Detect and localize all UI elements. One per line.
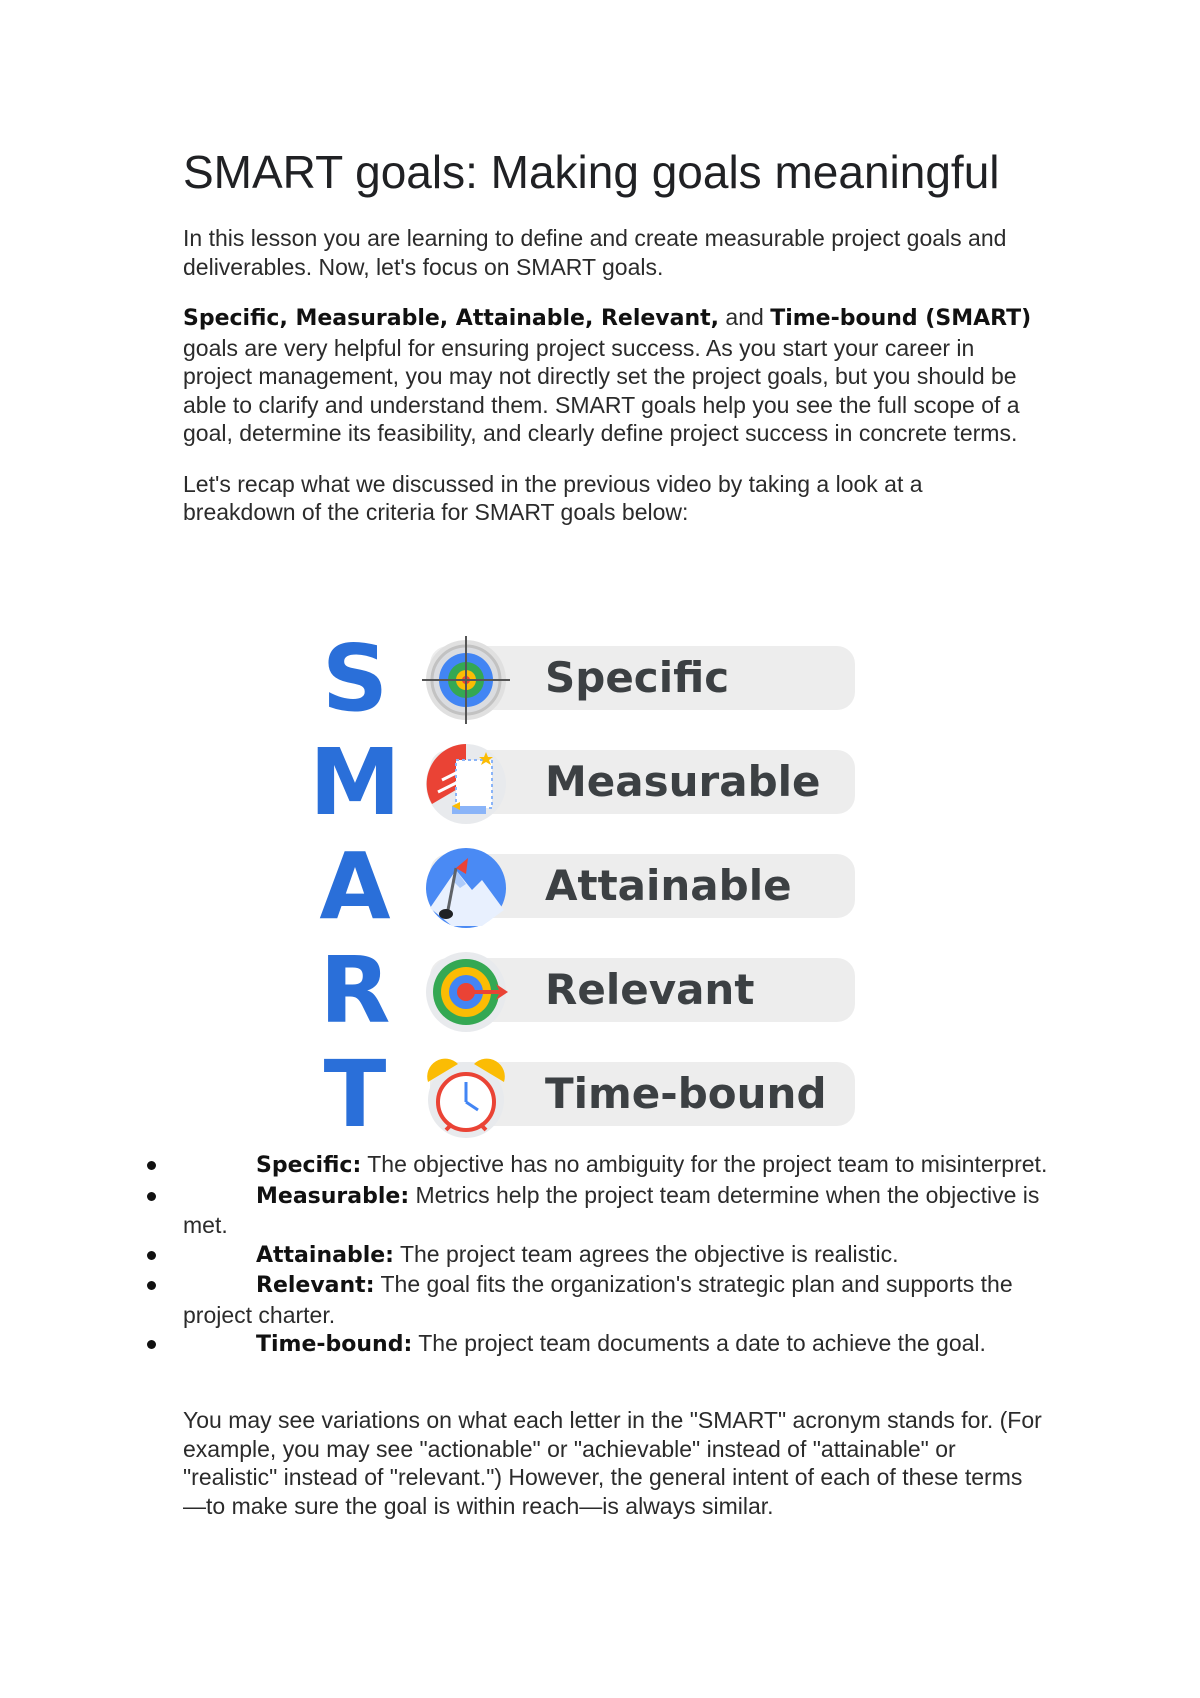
criteria-list (183, 1150, 1053, 1360)
smart-row-time-bound (300, 1041, 880, 1148)
label-time-bound: Time-bound (545, 1069, 827, 1118)
smart-definition-paragraph (183, 303, 1033, 448)
criterion-text: Metrics help the project team determine when the objective is met. (183, 1181, 1040, 1238)
smart-letter: R (319, 937, 391, 1044)
smart-letter: S (321, 625, 389, 732)
smart-row-specific (300, 625, 880, 732)
and-text: and (719, 304, 771, 330)
list-item (183, 1240, 1053, 1271)
smart-row-measurable (300, 729, 880, 836)
list-item (183, 1329, 1053, 1360)
chart-clipboard-icon (422, 740, 510, 828)
criterion-term: Attainable: (256, 1242, 394, 1268)
alarm-clock-icon (422, 1052, 510, 1140)
bullet-icon (147, 1281, 156, 1290)
list-item (183, 1270, 1053, 1329)
mountain-flag-icon (422, 844, 510, 932)
label-relevant: Relevant (545, 965, 755, 1014)
criterion-term: Time-bound: (256, 1332, 413, 1357)
intro-paragraph: In this lesson you are learning to define and create measurable project goals and deliverables. Now, let's focus on SMART goals. (183, 225, 1007, 280)
time-bound-term: Time-bound (SMART) (770, 306, 1032, 331)
smart-terms: Specific, Measurable, Attainable, Relevant, (183, 306, 720, 331)
document-body (183, 145, 1033, 549)
criterion-text: The project team agrees the objective is realistic. (393, 1240, 899, 1267)
list-item (183, 1150, 1053, 1181)
recap-paragraph: Let's recap what we discussed in the previous video by taking a look at a breakdown of the criteria for SMART goals below: (183, 470, 923, 525)
smart-row-attainable (300, 833, 880, 940)
bullet-icon (147, 1161, 156, 1170)
criterion-text: The objective has no ambiguity for the project team to misinterpret. (361, 1151, 1048, 1177)
label-specific: Specific (545, 653, 730, 702)
bullet-icon (147, 1251, 156, 1260)
list-item (183, 1181, 1053, 1240)
criterion-term: Measurable: (256, 1183, 410, 1209)
criterion-term: Relevant: (256, 1273, 375, 1298)
smart-letter: A (319, 833, 391, 940)
criterion-text: The project team documents a date to achieve the goal. (412, 1330, 986, 1356)
bullseye-arrow-icon (422, 948, 510, 1036)
bullet-icon (147, 1340, 156, 1349)
closing-paragraph: You may see variations on what each letter in the "SMART" acronym stands for. (For example, you may see "actionable" or "achievable" instead of "attainable" or "realistic" instead of "relevant.") However, the general intent of each of these terms—to make sure the goal is within reach—is always similar. (183, 1407, 1042, 1519)
label-attainable: Attainable (545, 861, 792, 910)
smart-row-relevant (300, 937, 880, 1044)
bullet-icon (147, 1192, 156, 1201)
criterion-term: Specific: (256, 1153, 362, 1178)
page-title: SMART goals: Making goals meaningful (183, 146, 1000, 198)
smart-letter: T (323, 1041, 387, 1148)
smart-letter: M (309, 729, 401, 836)
smart-graphic (300, 625, 880, 1148)
definition-text: goals are very helpful for ensuring project success. As you start your career in project management, you may not directly set the project goals, but you should be able to clarify and understand them. SMART goals help you see the full scope of a goal, determine its feasibility, and clearly define project success in concrete terms. (183, 334, 1020, 446)
label-measurable: Measurable (545, 757, 821, 806)
target-crosshair-icon (422, 636, 510, 724)
criterion-text: The goal fits the organization's strategic plan and supports the project charter. (183, 1271, 1013, 1328)
